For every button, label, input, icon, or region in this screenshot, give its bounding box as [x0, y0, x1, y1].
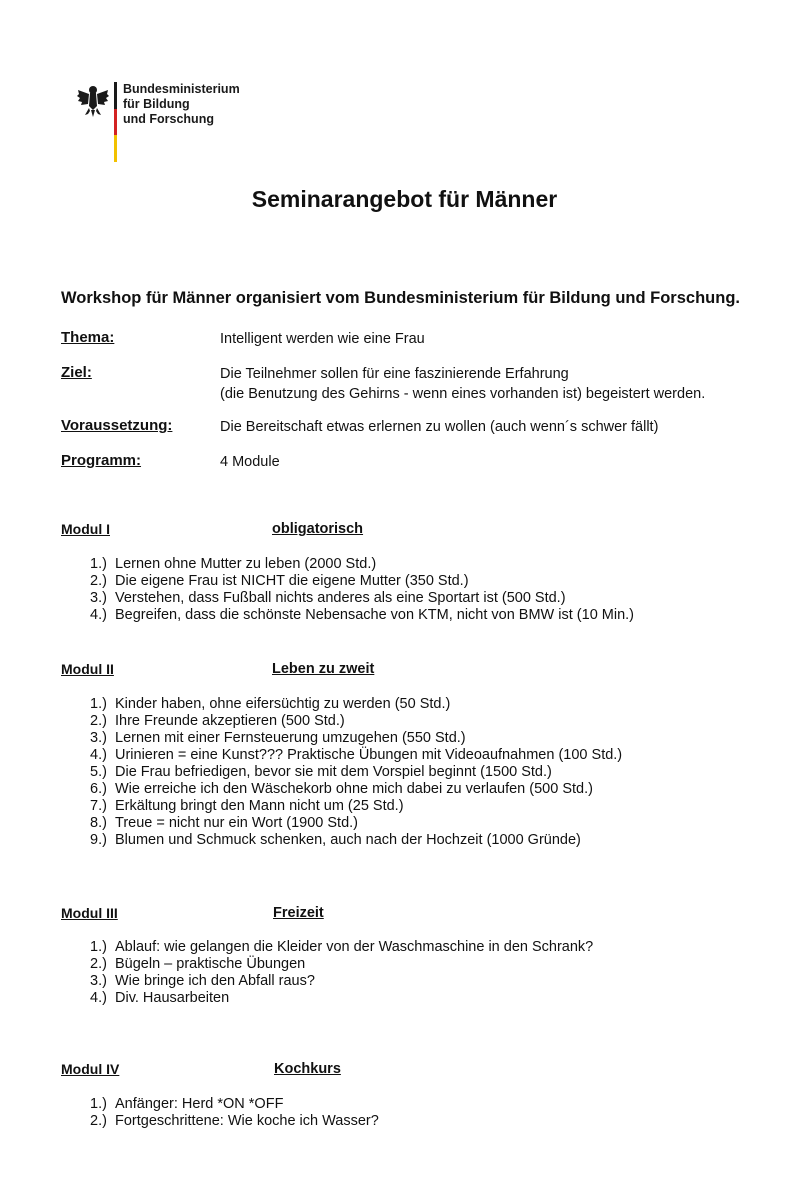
list-item: 7.) Erkältung bringt den Mann nicht um (25 Std.) [90, 798, 404, 814]
detail-value-programm: 4 Module [220, 454, 280, 470]
module-1-title: Modul I [61, 521, 110, 537]
module-2-list [90, 696, 622, 849]
detail-value-ziel: Die Teilnehmer sollen für eine faszinierende Erfahrung (die Benutzung des Gehirns - wenn eines vorhanden ist) begeistert werden. [220, 366, 706, 402]
list-item: 5.) Die Frau befriedigen, bevor sie mit dem Vorspiel beginnt (1500 Std.) [90, 764, 552, 780]
list-item: 9.) Blumen und Schmuck schenken, auch nach der Hochzeit (1000 Gründe) [90, 832, 581, 848]
module-1-list [90, 556, 634, 624]
module-3-subtitle: Freizeit [273, 905, 324, 921]
list-item: 4.) Urinieren = eine Kunst??? Praktische Übungen mit Videoaufnahmen (100 Std.) [90, 747, 623, 763]
module-1-subtitle: obligatorisch [272, 521, 364, 537]
module-2-subtitle: Leben zu zweit [272, 661, 375, 677]
detail-value-voraussetzung: Die Bereitschaft etwas erlernen zu wollen (auch wenn´s schwer fällt) [220, 419, 659, 435]
module-2-title: Modul II [61, 661, 114, 677]
module-4-list [90, 1096, 379, 1130]
list-item: 1.) Anfänger: Herd *ON *OFF [90, 1096, 284, 1112]
module-4-subtitle: Kochkurs [274, 1061, 341, 1077]
ministry-name: Bundesministerium für Bildung und Forschung [123, 82, 240, 126]
detail-label-voraussetzung: Voraussetzung: [61, 417, 173, 434]
list-item: 1.) Ablauf: wie gelangen die Kleider von der Waschmaschine in den Schrank? [90, 939, 594, 955]
detail-label-thema: Thema: [61, 329, 115, 346]
workshop-heading: Workshop für Männer organisiert vom Bundesministerium für Bildung und Forschung. [61, 289, 740, 307]
list-item: 8.) Treue = nicht nur ein Wort (1900 Std.) [90, 815, 358, 831]
module-3-title: Modul III [61, 905, 118, 921]
list-item: 1.) Kinder haben, ohne eifersüchtig zu werden (50 Std.) [90, 696, 451, 712]
list-item: 3.) Verstehen, dass Fußball nichts anderes als eine Sportart ist (500 Std.) [90, 590, 566, 606]
detail-label-programm: Programm: [61, 452, 142, 469]
page-title: Seminarangebot für Männer [251, 186, 558, 212]
list-item: 3.) Lernen mit einer Fernsteuerung umzugehen (550 Std.) [90, 730, 466, 746]
list-item: 4.) Div. Hausarbeiten [90, 990, 230, 1006]
list-item: 3.) Wie bringe ich den Abfall raus? [90, 973, 315, 989]
list-item: 2.) Fortgeschrittene: Wie koche ich Wasser? [90, 1113, 379, 1129]
list-item: 2.) Ihre Freunde akzeptieren (500 Std.) [90, 713, 345, 729]
flag-stripe [114, 82, 117, 162]
list-item: 4.) Begreifen, dass die schönste Nebensache von KTM, nicht von BMW ist (10 Min.) [90, 607, 635, 623]
module-4-title: Modul IV [61, 1061, 120, 1077]
detail-value-thema: Intelligent werden wie eine Frau [220, 331, 425, 347]
list-item: 2.) Bügeln – praktische Übungen [90, 956, 306, 972]
list-item: 2.) Die eigene Frau ist NICHT die eigene Mutter (350 Std.) [90, 573, 469, 589]
list-item: 6.) Wie erreiche ich den Wäschekorb ohne mich dabei zu verlaufen (500 Std.) [90, 781, 593, 797]
module-3-list [90, 939, 593, 1007]
federal-eagle-icon [76, 80, 110, 118]
list-item: 1.) Lernen ohne Mutter zu leben (2000 Std.) [90, 556, 377, 572]
detail-label-ziel: Ziel: [61, 364, 92, 381]
